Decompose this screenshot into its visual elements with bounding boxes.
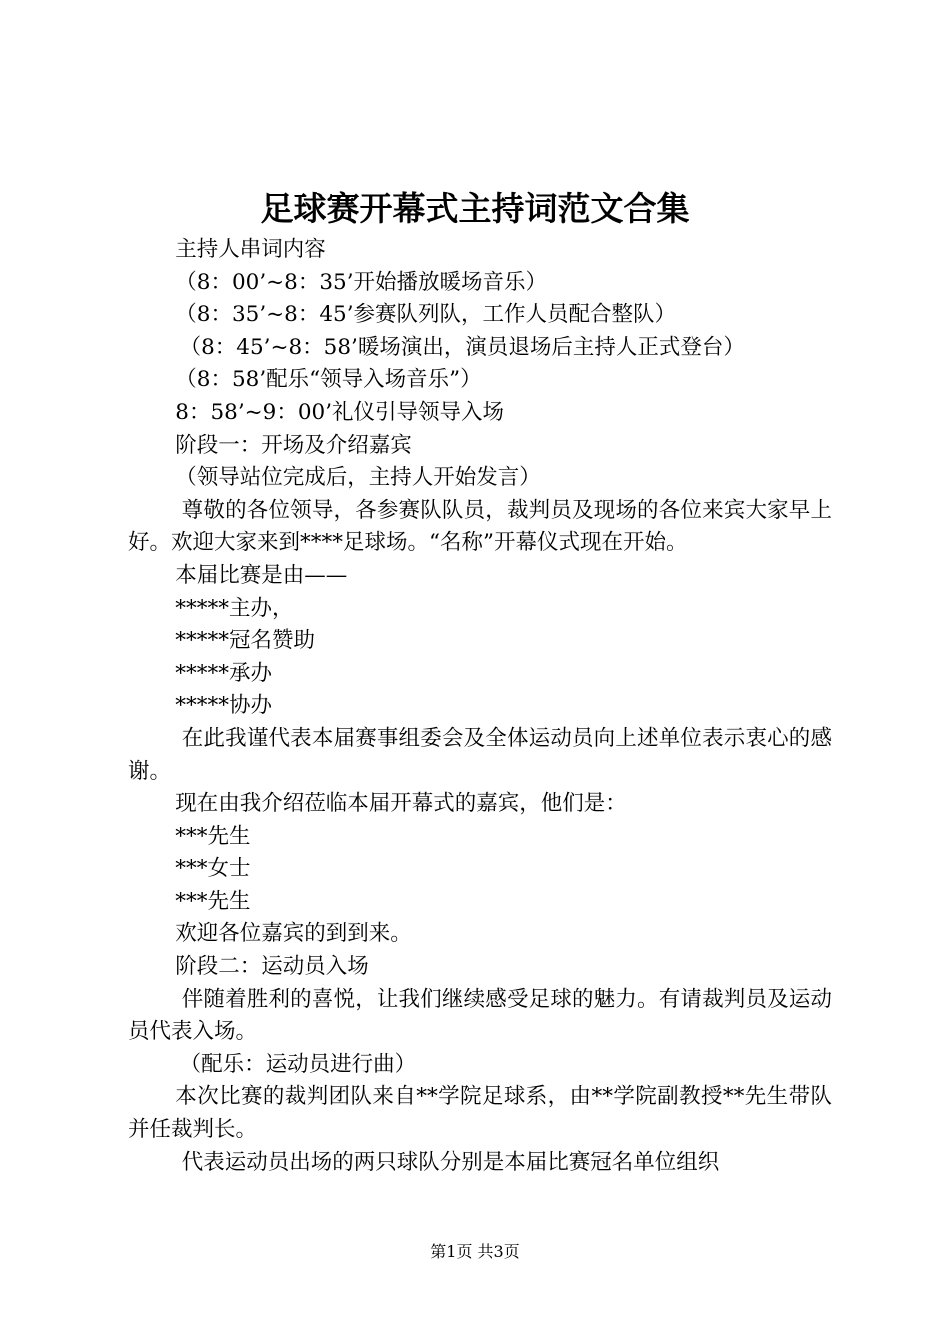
paragraph: （8：00’~8：35’开始播放暖场音乐） — [175, 269, 548, 295]
page-number-footer: 第1页 共3页 — [430, 1242, 520, 1261]
paragraph: 代表运动员出场的两只球队分别是本届比赛冠名单位组织 — [181, 1149, 720, 1175]
paragraph: ***女士 — [175, 856, 251, 882]
document-title: 足球赛开幕式主持词范文合集 — [260, 189, 690, 228]
paragraph: 尊敬的各位领导，各参赛队队员，裁判员及现场的各位来宾大家早上好。欢迎大家来到****足球场。“名称”开幕仪式现在开始。 — [128, 497, 832, 556]
paragraph: *****主办， — [175, 595, 294, 621]
paragraph: （8：35’~8：45’参赛队列队，工作人员配合整队） — [175, 302, 677, 328]
paragraph: 本届比赛是由—— — [175, 562, 348, 588]
paragraph: （配乐：运动员进行曲） — [179, 1051, 417, 1077]
paragraph: （8：58’配乐“领导入场音乐”） — [175, 367, 482, 393]
paragraph: 主持人串词内容 — [175, 237, 326, 262]
paragraph: 阶段二：运动员入场 — [175, 954, 369, 980]
paragraph: 在此我谨代表本届赛事组委会及全体运动员向上述单位表示衷心的感谢。 — [128, 725, 832, 784]
paragraph: 欢迎各位嘉宾的到到来。 — [175, 921, 412, 947]
paragraph: ***先生 — [175, 888, 251, 914]
document-body — [128, 234, 832, 1179]
paragraph: （领导站位完成后，主持人开始发言） — [175, 465, 541, 491]
paragraph: 现在由我介绍莅临本届开幕式的嘉宾，他们是： — [175, 791, 627, 817]
paragraph: 本次比赛的裁判团队来自**学院足球系，由**学院副教授**先生带队并任裁判长。 — [128, 1084, 832, 1143]
paragraph: *****协办 — [175, 693, 273, 719]
paragraph: *****承办 — [175, 660, 273, 686]
paragraph: *****冠名赞助 — [175, 628, 316, 654]
paragraph: （8：45’~8：58’暖场演出，演员退场后主持人正式登台） — [179, 334, 745, 360]
paragraph: 8：58’~9：00’礼仪引导领导入场 — [175, 399, 505, 425]
paragraph: 阶段一：开场及介绍嘉宾 — [175, 432, 412, 458]
paragraph: 伴随着胜利的喜悦，让我们继续感受足球的魅力。有请裁判员及运动员代表入场。 — [128, 986, 832, 1045]
paragraph: ***先生 — [175, 823, 251, 849]
